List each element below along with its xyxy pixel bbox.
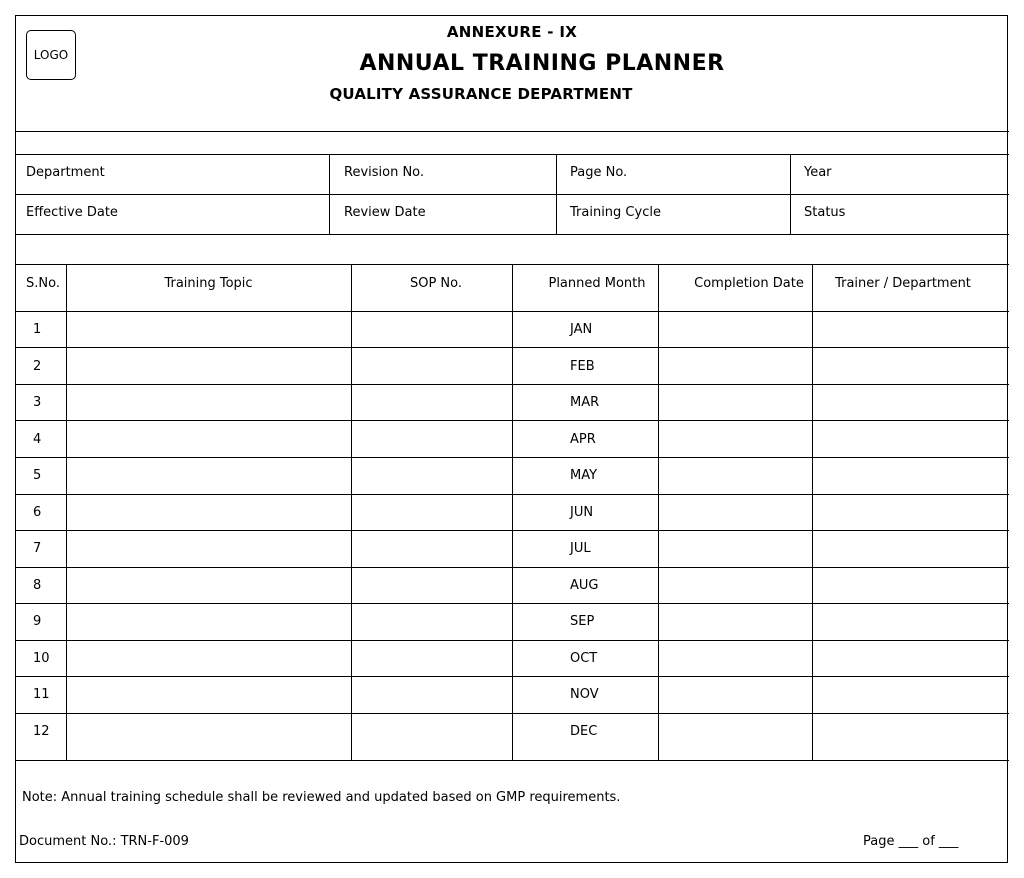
row-month: APR — [570, 432, 596, 447]
column-header-completion-date: Completion Date — [694, 276, 804, 291]
divider — [15, 234, 1009, 235]
revision-no-label: Revision No. — [344, 165, 425, 180]
row-sno: 2 — [33, 359, 42, 374]
row-sno: 1 — [33, 322, 42, 337]
page-of-label: Page ___ of ___ — [863, 834, 959, 849]
year-label: Year — [804, 165, 832, 180]
row-sno: 11 — [33, 687, 50, 702]
row-sno: 9 — [33, 614, 42, 629]
row-month: DEC — [570, 724, 598, 739]
effective-date-label: Effective Date — [26, 205, 118, 220]
column-divider — [351, 264, 352, 760]
column-divider — [556, 154, 557, 234]
row-sno: 5 — [33, 468, 42, 483]
row-sno: 3 — [33, 395, 42, 410]
divider — [15, 131, 1009, 132]
column-divider — [790, 154, 791, 234]
row-sno: 6 — [33, 505, 42, 520]
row-month: NOV — [570, 687, 599, 702]
row-month: JUL — [570, 541, 591, 556]
column-divider — [329, 154, 330, 234]
column-divider — [812, 264, 813, 760]
divider — [15, 154, 1009, 155]
row-month: MAR — [570, 395, 600, 410]
logo-box: LOGO — [26, 30, 76, 80]
column-header-sop-no: SOP No. — [409, 276, 463, 291]
row-sno: 12 — [33, 724, 50, 739]
page-title: ANNUAL TRAINING PLANNER — [359, 51, 725, 76]
annexure-label: ANNEXURE - IX — [446, 23, 578, 41]
column-divider — [658, 264, 659, 760]
row-sno: 4 — [33, 432, 42, 447]
row-month: MAY — [570, 468, 598, 483]
column-divider — [512, 264, 513, 760]
status-label: Status — [804, 205, 846, 220]
row-month: AUG — [570, 578, 599, 593]
column-divider — [66, 264, 67, 760]
column-header-planned-month: Planned Month — [548, 276, 646, 291]
row-month: OCT — [570, 651, 598, 666]
column-header-training-topic: Training Topic — [164, 276, 253, 291]
training-cycle-label: Training Cycle — [570, 205, 661, 220]
row-month: SEP — [570, 614, 595, 629]
divider — [15, 760, 1009, 761]
divider — [15, 194, 1009, 195]
department-label: Department — [26, 165, 105, 180]
document-number: Document No.: TRN-F-009 — [19, 834, 189, 849]
footer-note: Note: Annual training schedule shall be reviewed and updated based on GMP requirements. — [22, 790, 621, 805]
department-subtitle: QUALITY ASSURANCE DEPARTMENT — [329, 85, 633, 103]
column-header-sno: S.No. — [26, 276, 60, 291]
row-sno: 10 — [33, 651, 50, 666]
page-no-label: Page No. — [570, 165, 628, 180]
row-sno: 8 — [33, 578, 42, 593]
row-month: FEB — [570, 359, 595, 374]
row-month: JUN — [570, 505, 594, 520]
review-date-label: Review Date — [344, 205, 426, 220]
column-header-trainer-department: Trainer / Department — [835, 276, 971, 291]
row-sno: 7 — [33, 541, 42, 556]
row-month: JAN — [570, 322, 593, 337]
